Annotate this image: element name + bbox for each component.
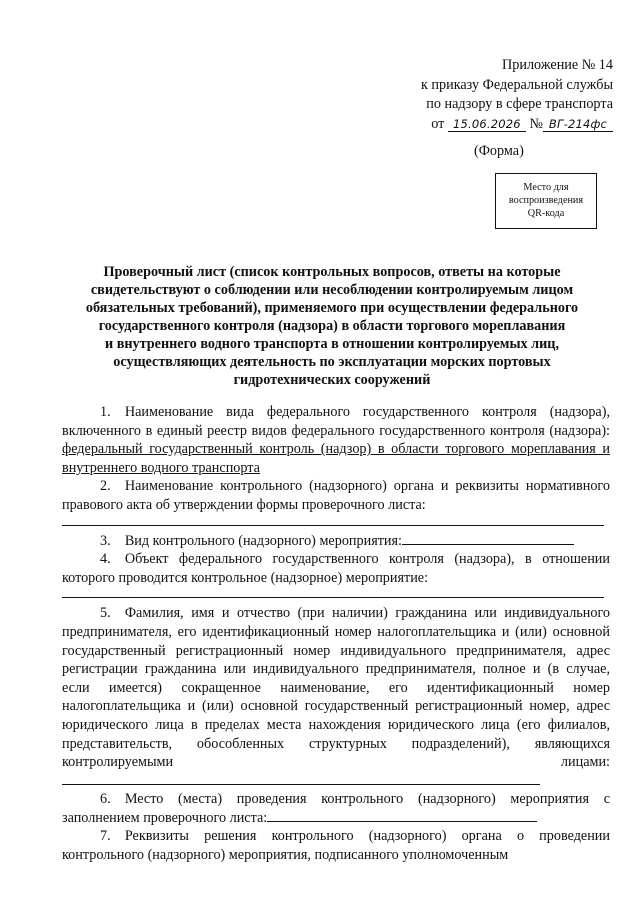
item-2-fill-line	[62, 525, 604, 526]
title-line: свидетельствуют о соблюдении или несоблюдении контролируемым лицом	[90, 282, 574, 298]
qr-box-line2: воспроизведения	[508, 195, 584, 206]
item-6	[62, 790, 610, 827]
item-7	[62, 827, 610, 864]
from-label: от	[431, 115, 445, 132]
item-5	[62, 604, 610, 790]
appendix-number: Приложение № 14	[502, 57, 613, 73]
title-line: Проверочный лист (список контрольных вопросов, ответы на которые	[103, 264, 561, 280]
form-label: (Форма)	[474, 143, 524, 159]
item-2-text: 2. Наименование контрольного (надзорного) органа и реквизиты нормативного правового акта об утверждении формы проверочного листа:	[62, 478, 610, 513]
title-line: обязательных требований), применяемого при осуществлении федерального	[85, 300, 579, 316]
item-7-text: 7. Реквизиты решения контрольного (надзорного) органа о проведении контрольного (надзорного) мероприятия, подписанного уполномоченным	[62, 828, 610, 864]
item-6-text: 6. Место (места) проведения контрольного (надзорного) мероприятия с заполнением проверочного листа:	[62, 791, 610, 826]
appendix-date-number-line	[373, 115, 613, 135]
item-6-fill-line	[267, 809, 537, 822]
title-line: осуществляющих деятельность по эксплуатации морских портовых	[113, 354, 551, 370]
item-3-text: 3. Вид контрольного (надзорного) мероприятия:	[100, 532, 402, 549]
document-title	[58, 263, 606, 389]
title-line: гидротехнических сооружений	[233, 372, 431, 388]
item-1-text: 1. Наименование вида федерального государственного контроля (надзора), включенного в единый реестр видов федерального государственного контроля (надзора):	[62, 404, 610, 439]
item-4	[62, 550, 610, 587]
item-5-fill-line	[62, 772, 540, 785]
qr-box-line3: QR-кода	[527, 208, 565, 219]
order-number-handwritten: ВГ-214фс	[543, 117, 613, 132]
item-1	[62, 403, 610, 477]
appendix-order-line: к приказу Федеральной службы	[420, 76, 613, 93]
item-4-fill-line	[62, 597, 604, 598]
item-3-fill-line	[402, 532, 574, 545]
number-label: №	[529, 115, 543, 132]
qr-code-placeholder	[495, 173, 597, 229]
document-body	[62, 403, 610, 865]
title-line: государственного контроля (надзора) в области торгового мореплавания	[98, 318, 566, 334]
item-1-value: федеральный государственный контроль (надзор) в области торгового мореплавания и внутреннего водного транспорта	[62, 441, 610, 476]
item-2	[62, 477, 610, 514]
item-4-text: 4. Объект федерального государственного контроля (надзора), в отношении которого проводится контрольное (надзорное) мероприятие:	[62, 551, 610, 586]
appendix-agency-line: по надзору в сфере транспорта	[426, 96, 613, 113]
item-5-text: 5. Фамилия, имя и отчество (при наличии) гражданина или индивидуального предпринимателя, его идентификационный номер налогоплательщика и (или) основной государственный регистрационный номер индивидуального предпринимателя, адрес регистрации гражданина или индивидуального предпринимателя, полное и (в случае, если имеется) сокращенное наименование, его идентификационный номер налогоплательщика и (или) основной государственный регистрационный номер, адрес юридического лица в пределах места нахождения юридического лица (его филиалов, представительств, обособленных структурных подразделений), являющихся контролируемыми лицами:	[62, 605, 610, 771]
appendix-header	[373, 56, 613, 134]
qr-box-line1: Место для	[523, 182, 569, 193]
item-3	[62, 532, 610, 551]
title-line: и внутреннего водного транспорта в отношении контролируемых лиц,	[104, 336, 560, 352]
order-date-handwritten: 15.06.2026	[448, 117, 526, 132]
